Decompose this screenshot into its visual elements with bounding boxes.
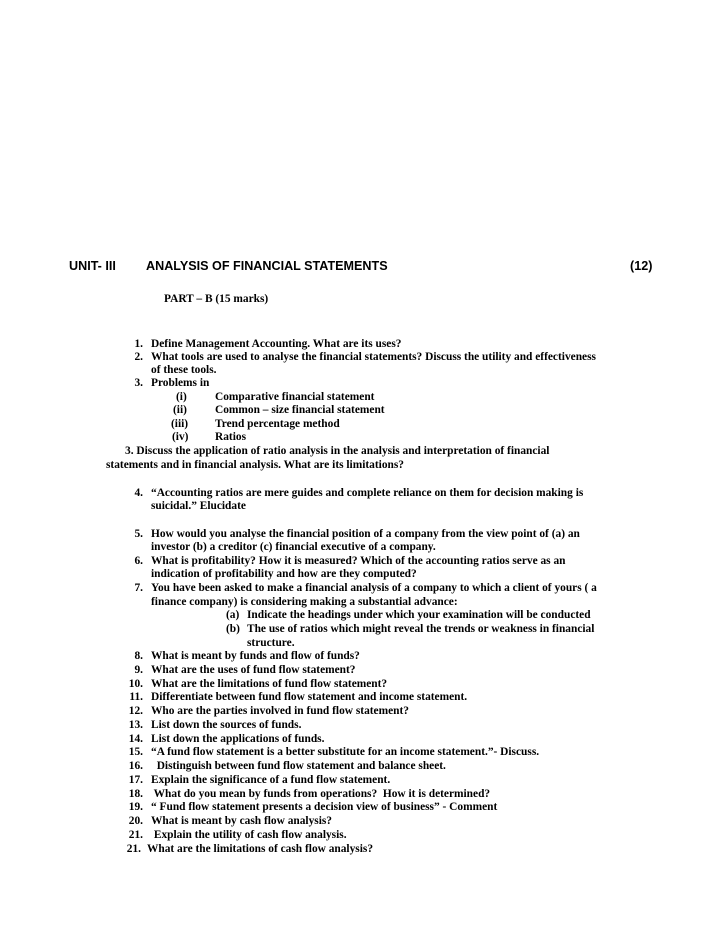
sub-text: The use of ratios which might reveal the trends or weakness in financial [247,623,595,635]
question-number: 1. [134,338,143,350]
sub-text: Comparative financial statement [215,391,375,403]
question-number: 15. [128,746,143,758]
question-text-cont: of these tools. [151,364,217,376]
question-number: 9. [134,664,143,676]
question-text-cont: statements and in financial analysis. What are its limitations? [106,459,404,471]
question-text: You have been asked to make a financial analysis of a company to which a client of yours ( a [151,582,597,594]
question-number: 21. [126,843,141,855]
question-number: 16. [128,760,143,772]
question-text: “Accounting ratios are mere guides and complete reliance on them for decision making is [151,487,584,499]
question-number: 18. [128,788,143,800]
question-number: 12. [128,705,143,717]
part-heading: PART – B (15 marks) [164,293,269,305]
question-text: Define Management Accounting. What are its uses? [151,338,402,350]
question-number: 5. [134,528,143,540]
sub-label: (a) [226,609,240,621]
question-text-cont: suicidal.” Elucidate [151,500,246,512]
question-text: What do you mean by funds from operations? How it is determined? [151,788,491,800]
question-number: 14. [128,733,143,745]
question-number: 21. [128,829,143,841]
question-text-cont: indication of profitability and how are they computed? [151,568,417,580]
sub-label: (iv) [172,431,189,443]
sub-text: Indicate the headings under which your examination will be conducted [247,609,591,621]
question-text-cont: finance company) is considering making a substantial advance: [151,596,458,608]
question-text: List down the sources of funds. [151,719,302,731]
question-text: 3. Discuss the application of ratio analysis in the analysis and interpretation of financial [125,445,550,457]
question-text: What is profitability? How it is measured? Which of the accounting ratios serve as an [151,555,566,567]
question-number: 11. [129,691,143,703]
question-number: 10. [128,678,143,690]
question-text-cont: investor (b) a creditor (c) financial executive of a company. [151,541,436,553]
question-number: 13. [128,719,143,731]
sub-label: (iii) [171,418,189,430]
question-number: 19. [128,801,143,813]
question-text: Problems in [151,377,210,389]
question-number: 20. [128,815,143,827]
question-number: 3. [134,377,143,389]
question-text: What tools are used to analyse the financial statements? Discuss the utility and effectiveness [151,351,596,363]
question-text: Who are the parties involved in fund flow statement? [151,705,409,717]
question-text: What is meant by cash flow analysis? [151,815,333,827]
question-text: What are the uses of fund flow statement? [151,664,356,676]
sub-label: (b) [226,623,240,635]
question-number: 7. [134,582,143,594]
question-number: 6. [134,555,143,567]
total-marks: (12) [630,259,653,273]
question-text: Explain the significance of a fund flow statement. [151,774,391,786]
sub-text: Trend percentage method [215,418,340,430]
sub-label: (i) [176,391,187,403]
sub-text-cont: structure. [247,637,295,649]
sub-label: (ii) [173,404,187,416]
question-text: What is meant by funds and flow of funds? [151,650,360,662]
page-title: ANALYSIS OF FINANCIAL STATEMENTS [146,259,388,273]
question-number: 8. [134,650,143,662]
question-number: 17. [128,774,143,786]
question-number: 2. [134,351,143,363]
question-text: List down the applications of funds. [151,733,325,745]
question-text: What are the limitations of fund flow statement? [151,678,388,690]
question-text: “A fund flow statement is a better substitute for an income statement.”- Discuss. [151,746,540,758]
question-text: What are the limitations of cash flow analysis? [147,843,374,855]
question-number: 4. [134,487,143,499]
question-text: How would you analyse the financial position of a company from the view point of (a) an [151,528,580,540]
sub-text: Ratios [215,431,247,443]
sub-text: Common – size financial statement [215,404,385,416]
question-text: Differentiate between fund flow statement and income statement. [151,691,468,703]
question-text: Distinguish between fund flow statement and balance sheet. [151,760,446,772]
unit-label: UNIT- III [69,259,116,273]
question-text: “ Fund flow statement presents a decision view of business” - Comment [151,801,498,813]
question-text: Explain the utility of cash flow analysis. [151,829,347,841]
